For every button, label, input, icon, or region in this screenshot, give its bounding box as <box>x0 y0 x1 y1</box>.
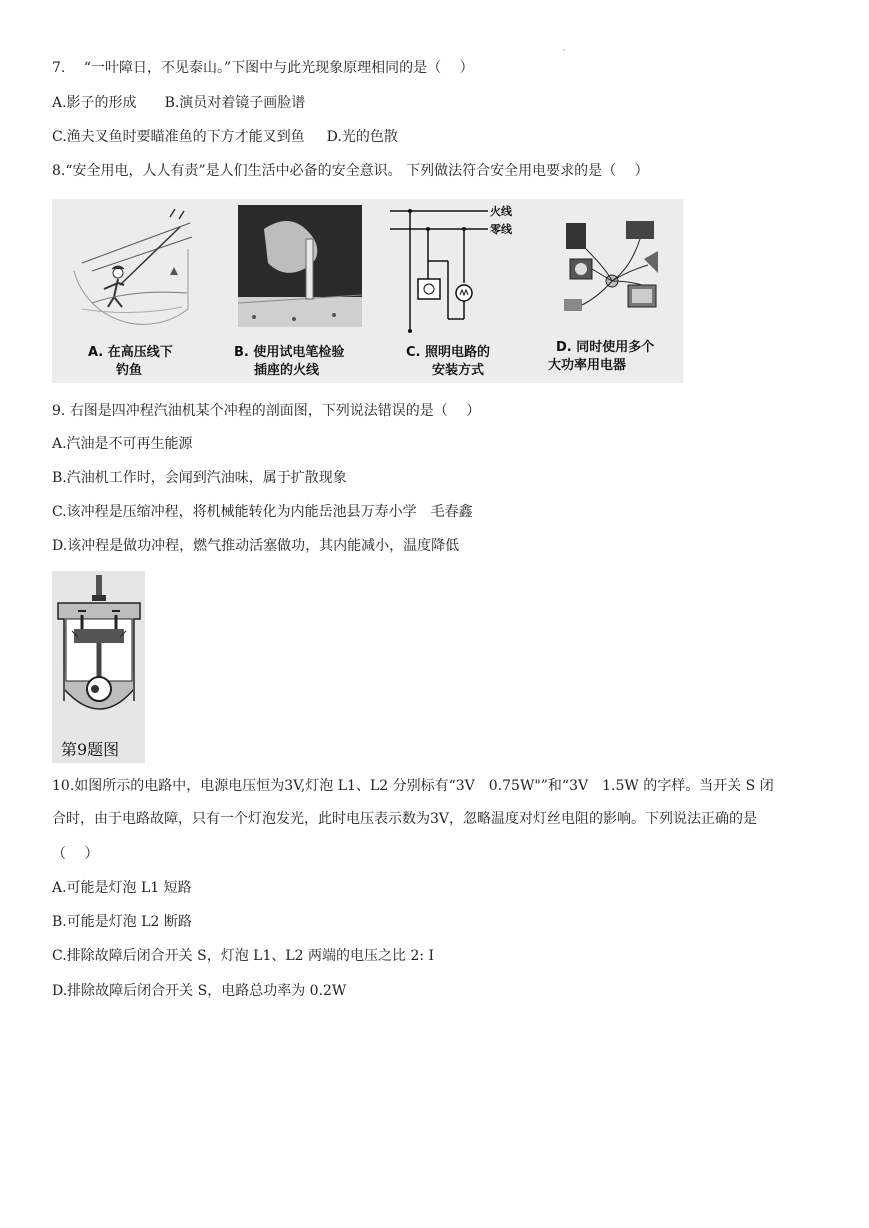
q8-panel-d <box>544 199 683 383</box>
q8-stem: 8.“安全用电，人人有责”是人们生活中必备的安全意识。 下列做法符合安全用电要求的是（ ） <box>52 163 649 179</box>
q9-option-c: C.该冲程是压缩冲程，将机械能转化为内能岳池县万寿小学 毛春鑫 <box>52 504 473 520</box>
q7-option-c: C.渔夫叉鱼时要瞄准鱼的下方才能叉到鱼 <box>52 129 305 145</box>
q8-figure <box>52 199 683 383</box>
q10-stem-line2: 合时，由于电路故障，只有一个灯泡发光，此时电压表示数为3V，忽略温度对灯丝电阻的影响。下列说法正确的是 <box>52 811 758 827</box>
q10-stem-line1: 10.如图所示的电路中，电源电压恒为3V,灯泡 L1、L2 分别标有“3V 0.75W"”和“3V 1.5W 的字样。当开关 S 闭 <box>52 778 774 794</box>
q8-caption-c-line2: 安装方式 <box>432 363 485 378</box>
q9-figure <box>52 571 145 763</box>
q9-option-b: B.汽油机工作时，会闻到汽油味，属于扩散现象 <box>52 470 347 486</box>
q10-option-b: B.可能是灯泡 L2 断路 <box>52 914 192 930</box>
q8-caption-b-line1: B. 使用试电笔检验 <box>234 345 345 360</box>
q7-stem: 7. “一叶障日，不见泰山。”下图中与此光现象原理相同的是（ ） <box>52 60 474 76</box>
q9-stem: 9. 右图是四冲程汽油机某个冲程的剖面图，下列说法错误的是（ ） <box>52 403 481 419</box>
q8-panel-b <box>224 199 374 383</box>
q10-option-d: D.排除故障后闭合开关 S，电路总功率为 0.2W <box>52 983 347 999</box>
q7-options-cd <box>52 127 398 147</box>
q10-option-c: C.排除故障后闭合开关 S，灯泡 L1、L2 两端的电压之比 2: I <box>52 948 435 964</box>
q7-options-ab <box>52 93 305 113</box>
q8-caption-a-line1: A. 在高压线下 <box>88 345 173 360</box>
q8-caption-c-line1: C. 照明电路的 <box>406 345 491 360</box>
q7-option-d: D.光的色散 <box>326 129 398 145</box>
q7-option-b: B.演员对着镜子画脸谱 <box>164 95 306 111</box>
fishing-under-powerline-illustration <box>52 199 222 334</box>
test-pen-socket-photo <box>224 199 374 334</box>
lighting-circuit-diagram <box>374 199 544 334</box>
engine-cross-section-illustration <box>52 571 145 739</box>
q9-figure-caption: 第9题图 <box>61 740 120 759</box>
q8-panel-c <box>374 199 544 383</box>
q10-option-a: A.可能是灯泡 L1 短路 <box>52 880 192 896</box>
scan-speck: ' <box>563 48 566 57</box>
q8-caption-d-line2: 大功率用电器 <box>548 358 627 373</box>
q8-caption-a-line2: 钓鱼 <box>116 363 143 378</box>
neutral-wire-label: 零线 <box>490 223 512 236</box>
q8-panel-a <box>52 199 222 383</box>
q9-option-a: A.汽油是不可再生能源 <box>52 436 193 452</box>
q10-stem-line3: （ ） <box>52 846 99 862</box>
q8-caption-d-line1: D. 同时使用多个 <box>556 340 655 355</box>
live-wire-label: 火线 <box>490 205 512 218</box>
q7-option-a: A.影子的形成 <box>52 95 137 111</box>
multiple-appliances-illustration <box>544 199 683 334</box>
q8-caption-b-line2: 插座的火线 <box>254 363 320 378</box>
q9-option-d: D.该冲程是做功冲程，燃气推动活塞做功，其内能减小，温度降低 <box>52 538 460 554</box>
